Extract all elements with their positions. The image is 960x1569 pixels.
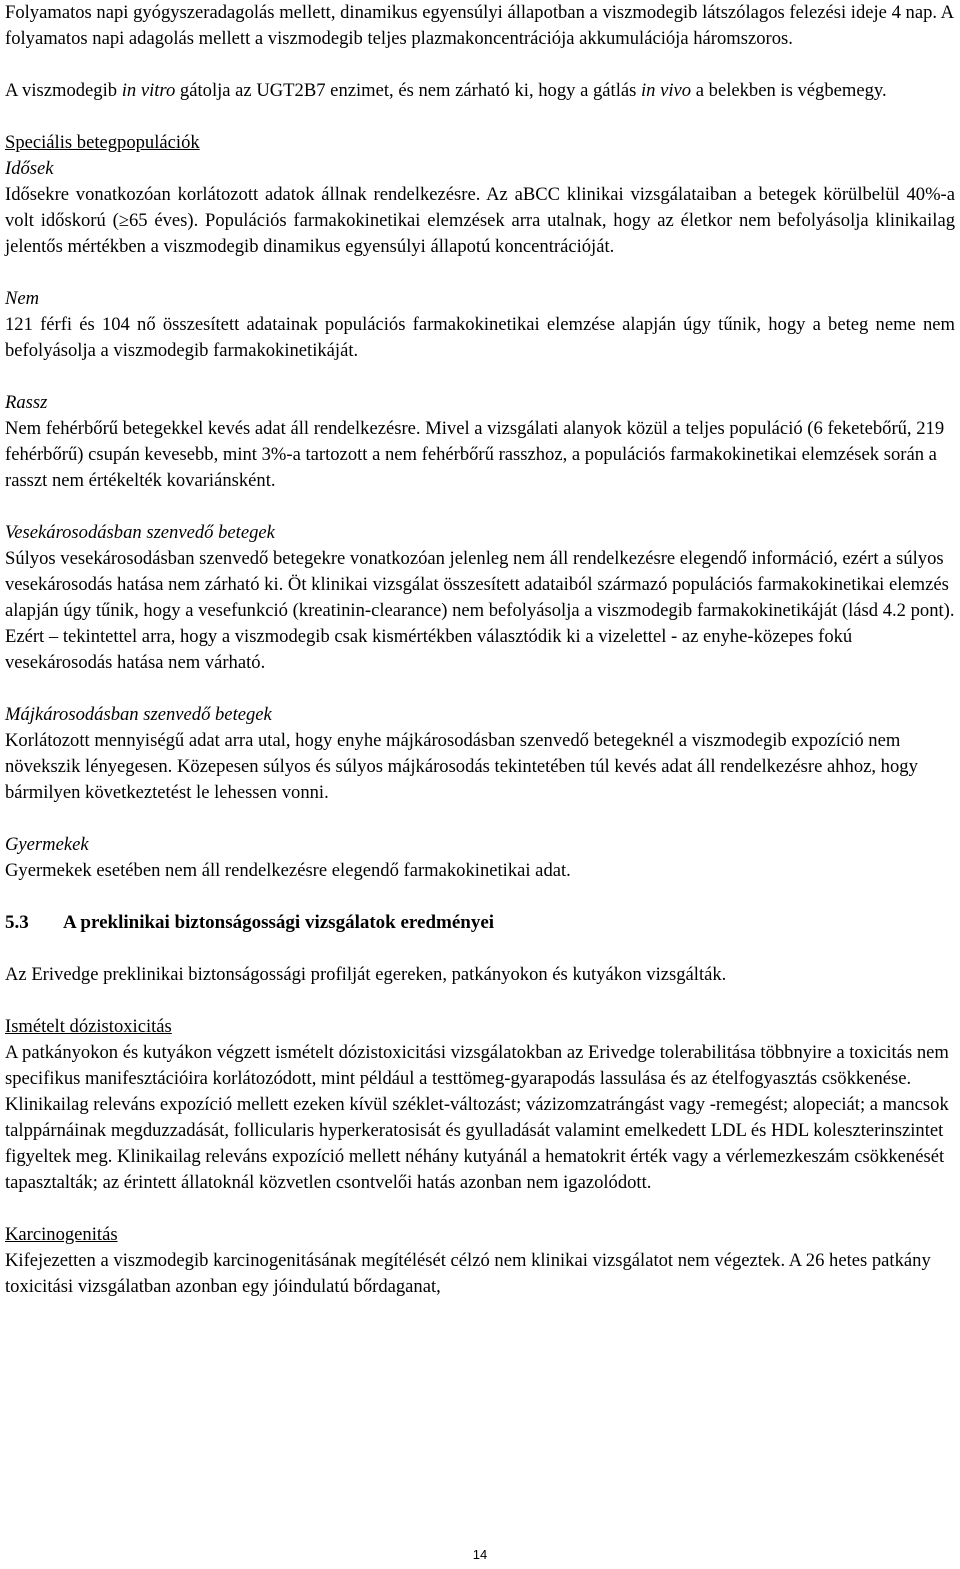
text-run: A viszmodegib xyxy=(5,80,122,101)
paragraph-half-life: Folyamatos napi gyógyszeradagolás mellett, dinamikus egyensúlyi állapotban a viszmodegib látszólagos felezési ideje 4 nap. A folyamatos napi adagolás mellett a viszmodegib teljes plazmakoncentrációja akkumulációja háromszoros. xyxy=(5,2,954,49)
paragraph-preclinical-intro: Az Erivedge preklinikai biztonságossági profilját egereken, patkányokon és kutyákon vizsgálták. xyxy=(5,964,727,985)
paragraph-race: Nem fehérbőrű betegekkel kevés adat áll rendelkezésre. Mivel a vizsgálati alanyok közül a teljes populáció (6 feketebőrű, 219 fehérbőrű) csupán kevesebb, mint 3%-a tartozott a nem fehérbőrű rasszhoz, a populációs farmakokinetikai elemzések során a rasszt nem értékelték kovariánsként. xyxy=(5,418,945,491)
subheading-race: Rassz xyxy=(5,392,48,413)
document-page xyxy=(5,0,955,1300)
subheading-hepatic: Májkárosodásban szenvedő betegek xyxy=(5,704,272,725)
subheading-special-populations: Speciális betegpopulációk xyxy=(5,132,200,153)
subheading-renal: Vesekárosodásban szenvedő betegek xyxy=(5,522,275,543)
paragraph-renal: Súlyos vesekárosodásban szenvedő betegekre vonatkozóan jelenleg nem áll rendelkezésre elegendő információ, ezért a súlyos vesekárosodás hatása nem zárható ki. Öt klinikai vizsgálat összesített adataiból származó populációs farmakokinetikai elemzés alapján úgy tűnik, hogy a vesefunkció (kreatinin-clearance) nem befolyásolja a viszmodegib farmakokinetikáját (lásd 4.2 pont). Ezért – tekintettel arra, hogy a viszmodegib csak kismértékben választódik ki a vizelettel - az enyhe-közepes fokú vesekárosodás hatása nem várható. xyxy=(5,548,955,673)
text-run: a belekben is végbemegy. xyxy=(691,80,887,101)
page-number: 14 xyxy=(472,1547,488,1562)
section-number: 5.3 xyxy=(5,912,29,933)
paragraph-repeat-dose: A patkányokon és kutyákon végzett ismételt dózistoxicitási vizsgálatokban az Erivedge tolerabilitása többnyire a toxicitás nem specifikus manifesztációira korlátozódott, mint például a testtömeg-gyarapodás lassulása és az ételfogyasztás csökkenése. Klinikailag releváns expozíció mellett ezeken kívül széklet-változást; vázizomzatrángást vagy -remegést; alopeciát; a mancsok talppárnáinak megduzzadását, follicularis hyperkeratosisát és gyulladását valamint emelkedett LDL és HDL koleszterinszintet figyeltek meg. Klinikailag releváns expozíció mellett néhány kutyánál a hematokrit érték vagy a vérlemezkeszám csökkenését tapasztalták; az érintett állatoknál közvetlen csontvelői hatás azonban nem igazolódott. xyxy=(5,1042,949,1193)
section-heading-5-3 xyxy=(5,910,955,936)
subheading-children: Gyermekek xyxy=(5,834,89,855)
italic-term: in vivo xyxy=(641,80,692,101)
paragraph-children: Gyermekek esetében nem áll rendelkezésre elegendő farmakokinetikai adat. xyxy=(5,860,571,881)
italic-term: in vitro xyxy=(121,80,176,101)
paragraph-elderly: Idősekre vonatkozóan korlátozott adatok állnak rendelkezésre. Az aBCC klinikai vizsgálataiban a betegek körülbelül 40%-a volt időskorú (≥65 éves). Populációs farmakokinetikai elemzések arra utalnak, hogy az életkor nem befolyásolja klinikailag jelentős mértékben a viszmodegib dinamikus egyensúlyi állapotú koncentrációját. xyxy=(5,184,955,257)
subheading-carcinogenicity: Karcinogenitás xyxy=(5,1224,118,1245)
subheading-elderly: Idősek xyxy=(5,158,54,179)
subheading-sex: Nem xyxy=(5,288,40,309)
paragraph-ugt2b7 xyxy=(5,78,955,104)
text-run: gátolja az UGT2B7 enzimet, és nem zárható ki, hogy a gátlás xyxy=(175,80,642,101)
paragraph-carcinogenicity: Kifejezetten a viszmodegib karcinogenitásának megítélését célzó nem klinikai vizsgálatot nem végeztek. A 26 hetes patkány toxicitási vizsgálatban azonban egy jóindulatú bőrdaganat, xyxy=(5,1250,931,1297)
subheading-repeat-dose: Ismételt dózistoxicitás xyxy=(5,1016,172,1037)
paragraph-hepatic: Korlátozott mennyiségű adat arra utal, hogy enyhe májkárosodásban szenvedő betegeknél a viszmodegib expozíció nem növekszik lényegesen. Közepesen súlyos és súlyos májkárosodás tekintetében túl kevés adat áll rendelkezésre ahhoz, hogy bármilyen következtetést le lehessen vonni. xyxy=(5,730,918,803)
section-title: A preklinikai biztonságossági vizsgálatok eredményei xyxy=(63,912,495,933)
paragraph-sex: 121 férfi és 104 nő összesített adatainak populációs farmakokinetikai elemzése alapján úgy tűnik, hogy a beteg neme nem befolyásolja a viszmodegib farmakokinetikáját. xyxy=(5,314,955,361)
